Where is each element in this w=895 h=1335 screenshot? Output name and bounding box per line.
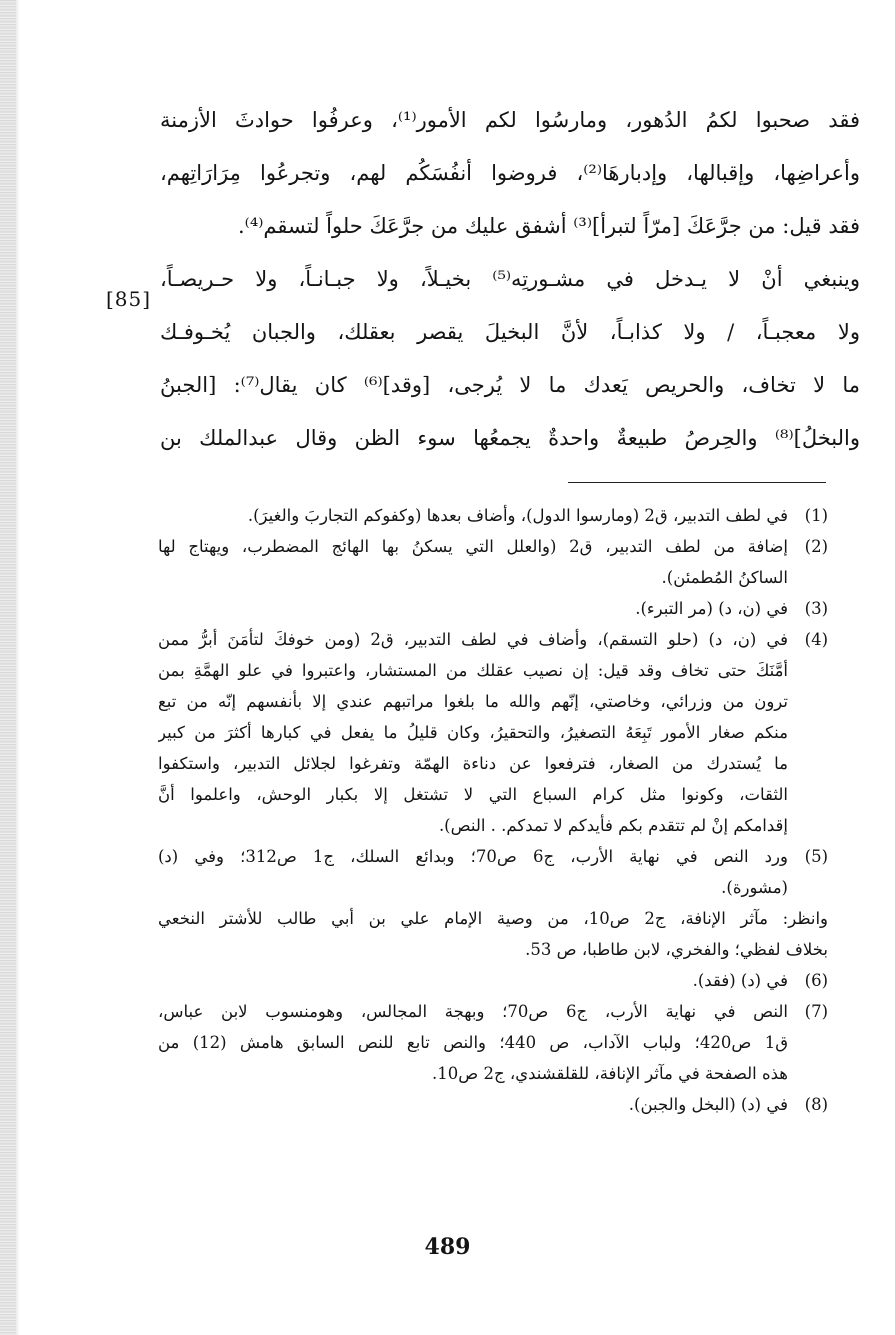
footnote-body bbox=[158, 500, 788, 531]
footnote-number: (7) bbox=[804, 1002, 828, 1021]
footnote-line: ترون من وزرائي، وخاصتي، إنّهم والله ما بلغوا مراتبهم عندي إلا بأنفسهم إنّه من تبع bbox=[158, 692, 788, 711]
main-text-line: والبخلُ]⁽⁸⁾ والحِرصُ طبيعةٌ واحدةٌ يجمعُها سوء الظن وقال عبدالملك بن bbox=[160, 426, 860, 450]
footnote bbox=[158, 531, 828, 593]
footnote-body bbox=[158, 965, 788, 996]
footnote-body bbox=[158, 624, 788, 841]
footnote bbox=[158, 624, 828, 841]
footnote-body bbox=[158, 841, 788, 903]
manuscript-folio-reference: [85] bbox=[106, 287, 152, 311]
footnote bbox=[158, 593, 828, 624]
main-text-line: ولا معجبـاً، / ولا كذابـاً، لأنَّ البخيلَ يقصر بعقلك، والجبان يُخـوفـك bbox=[160, 320, 860, 344]
footnote-line: الثقات، وكونوا مثل كرام السباع التي لا تشتغل إلا بكبار الوحش، واعلموا أنَّ bbox=[158, 785, 788, 804]
footnote-line: في (ن، د) (حلو التسقم)، وأضاف في لطف التدبير، ق2 (ومن خوفكَ لتأمَنَ أبرُّ ممن bbox=[158, 630, 788, 649]
main-text-line: وأعراضِها، وإقبالها، وإدبارهَا⁽²⁾، فروضوا أنفُسَكُم لهم، وتجرعُوا مِرَارَاتِهم، bbox=[160, 161, 860, 185]
footnote bbox=[158, 965, 828, 996]
footnote-line: ق1 ص420؛ ولباب الآداب، ص 440؛ والنص تابع للنص السابق هامش (12) من bbox=[158, 1033, 788, 1052]
footnote-number: (5) bbox=[804, 847, 828, 866]
footnote-line: ما يُستدرك من الصغار، فترفعوا عن دناءة الهمّة وتفرغوا لجلائل التدبير، واستكفوا bbox=[158, 754, 788, 773]
footnote-body bbox=[158, 903, 828, 965]
scanned-page-edge bbox=[0, 0, 16, 1335]
footnote bbox=[158, 1089, 828, 1120]
footnote-line: وانظر: مآثر الإنافة، ج2 ص10، من وصية الإمام علي بن أبي طالب للأشتر النخعي bbox=[158, 909, 828, 928]
main-body-text bbox=[160, 94, 860, 465]
footnote-line: إقدامكم إنْ لم تتقدم بكم فأيدكم لا تمدكم. . النص). bbox=[438, 816, 788, 835]
footnote-body bbox=[158, 996, 788, 1089]
footnote-line: أمَّنَكَ حتى تخاف وقد قيل: إن نصيب عقلك من المستشار، واعتبروا في علو الهمَّةِ بمن bbox=[158, 661, 788, 680]
footnote bbox=[158, 841, 828, 903]
footnote-line: منكم صغار الأمور تَبِعَهُ التصغيرُ، والتحقيرُ، وكان قليلُ ما يفعل في كبارها أكثرَ من كبير bbox=[158, 723, 788, 742]
footnote-number: (1) bbox=[804, 506, 828, 525]
footnote-line: إضافة من لطف التدبير، ق2 (والعلل التي يسكنُ بها الهائج المضطرب، ويهتاج لها bbox=[158, 537, 788, 556]
main-text-line: فقد قيل: من جرَّعَكَ [مرّاً لتبرأ]⁽³⁾ أشفق عليك من جرَّعَكَ حلواً لتسقم⁽⁴⁾. bbox=[237, 214, 860, 238]
footnote-line: ورد النص في نهاية الأرب، ج6 ص70؛ وبدائع السلك، ج1 ص312؛ وفي (د) bbox=[158, 847, 788, 866]
footnote bbox=[158, 996, 828, 1089]
footnote-number: (8) bbox=[804, 1095, 828, 1114]
footnote-number: (4) bbox=[804, 630, 828, 649]
page-number: 489 bbox=[424, 1234, 471, 1260]
footnote-body bbox=[158, 593, 788, 624]
footnote-line: في لطف التدبير، ق2 (ومارسوا الدول)، وأضاف بعدها (وكفوكم التجاربَ والغيرَ). bbox=[247, 506, 788, 525]
footnote-body bbox=[158, 1089, 788, 1120]
footnote-line: (مشورة). bbox=[721, 878, 788, 897]
footnotes-section bbox=[158, 500, 828, 1120]
main-text-line: وينبغي أنْ لا يـدخل في مشـورتِه⁽⁵⁾ بخيـلاً، ولا جبـانـاً، ولا حـريصـاً، bbox=[160, 267, 860, 291]
footnote-number: (2) bbox=[804, 537, 828, 556]
footnote bbox=[158, 500, 828, 531]
main-text-line: فقد صحبوا لكمُ الدُهور، ومارسُوا لكم الأمور⁽¹⁾، وعرفُوا حوادثَ الأزمنة bbox=[160, 108, 860, 132]
footnote-number: (3) bbox=[804, 599, 828, 618]
footnote-line: الساكنُ المُطمئن). bbox=[661, 568, 788, 587]
footnote-line: هذه الصفحة في مآثر الإنافة، للقلقشندي، ج2 ص10. bbox=[432, 1064, 788, 1083]
main-text-line: ما لا تخاف، والحريص يَعدك ما لا يُرجى، [وقد]⁽⁶⁾ كان يقال⁽⁷⁾: [الجبنُ bbox=[160, 373, 860, 397]
footnote-body bbox=[158, 531, 788, 593]
footnote-continuation bbox=[158, 903, 828, 965]
footnote-line: في (د) (البخل والجبن). bbox=[628, 1095, 788, 1114]
footnote-line: في (د) (فقد). bbox=[692, 971, 788, 990]
footnote-line: النص في نهاية الأرب، ج6 ص70؛ وبهجة المجالس، وهومنسوب لابن عباس، bbox=[158, 1002, 788, 1021]
footnote-separator bbox=[568, 482, 826, 483]
footnote-number: (6) bbox=[804, 971, 828, 990]
footnote-line: في (ن، د) (مر التبرء). bbox=[635, 599, 788, 618]
footnote-line: بخلاف لفظي؛ والفخري، لابن طاطبا، ص 53. bbox=[525, 940, 828, 959]
